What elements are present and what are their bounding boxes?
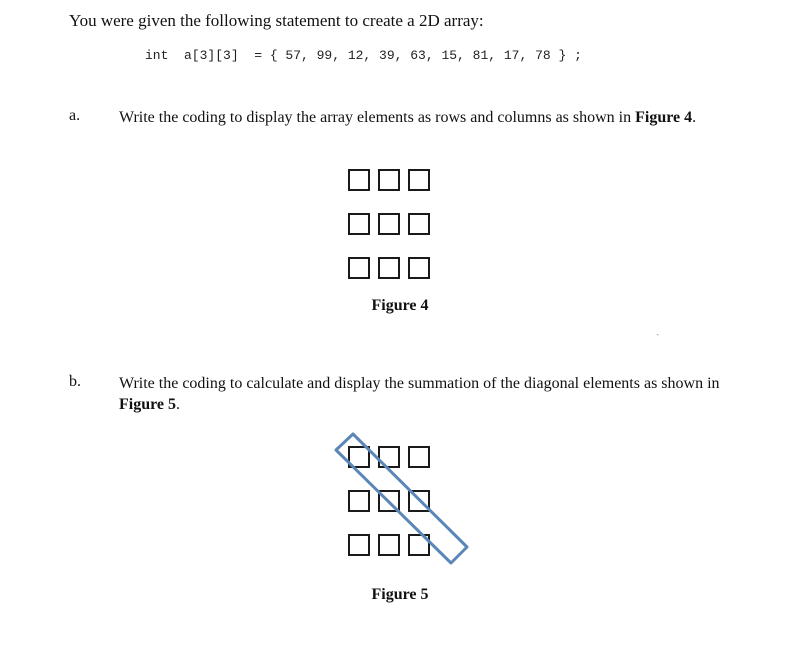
- code-statement: int a[3][3] = { 57, 99, 12, 39, 63, 15, 81, 17, 78 } ;: [145, 48, 582, 63]
- diagonal-highlight-band: [336, 434, 467, 563]
- question-b-figure-ref: Figure 5: [119, 396, 177, 413]
- question-a-text-after: .: [692, 109, 697, 126]
- question-a-text-before: Write the coding to display the array elements as rows and columns as shown in: [119, 109, 636, 126]
- question-a-figure-ref: Figure 4: [635, 109, 693, 126]
- figure-4-caption: Figure 4: [371, 297, 429, 314]
- intro-text: You were given the following statement to create a 2D array:: [69, 11, 484, 30]
- question-b-text-after: .: [176, 396, 181, 413]
- question-b-label: b.: [69, 373, 81, 390]
- question-b-text-before: Write the coding to calculate and display the summation of the diagonal elements as shown in: [119, 375, 720, 392]
- figure-5-caption: Figure 5: [371, 586, 429, 603]
- question-a-label: a.: [69, 107, 81, 124]
- stray-mark: ˏ: [656, 325, 660, 336]
